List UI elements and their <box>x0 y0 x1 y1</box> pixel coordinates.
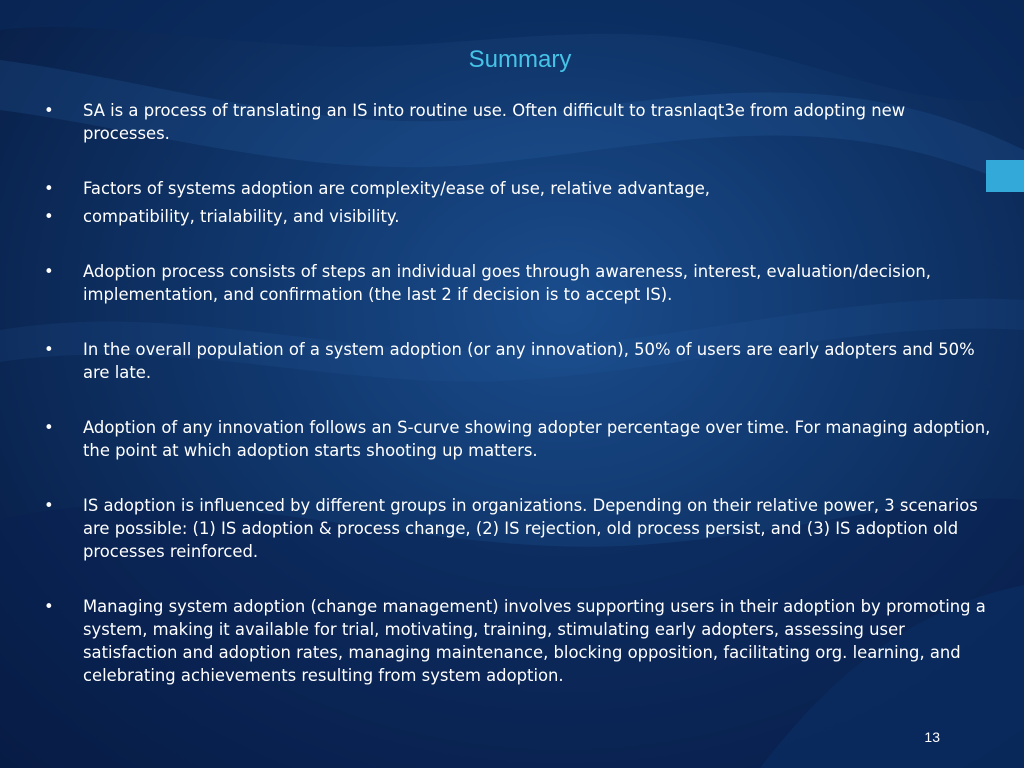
bullet-dot-icon: • <box>44 340 54 359</box>
bullet-item <box>44 205 996 228</box>
bullet-dot-icon: • <box>44 101 54 120</box>
bullet-dot-icon: • <box>44 207 54 226</box>
slide-title: Summary <box>468 46 572 73</box>
bullet-text: Adoption process consists of steps an individual goes through awareness, interest, evaluation/decision, implementation, and confirmation (the last 2 if decision is to accept IS). <box>83 262 932 304</box>
bullet-dot-icon: • <box>44 597 54 616</box>
bullet-dot-icon: • <box>44 262 54 281</box>
bullet-item <box>44 338 996 384</box>
bullet-text: Adoption of any innovation follows an S-curve showing adopter percentage over time. For managing adoption, the point at which adoption starts shooting up matters. <box>83 418 991 460</box>
bullet-text: Managing system adoption (change management) involves supporting users in their adoption by promoting a system, making it available for trial, motivating, training, stimulating early adopters, assessing user satisfaction and adoption rates, managing maintenance, blocking opposition, facilitating org. learning, and celebrating achievements resulting from system adoption. <box>83 597 986 685</box>
bullet-item <box>44 99 996 145</box>
bullet-text: IS adoption is influenced by different groups in organizations. Depending on their relative power, 3 scenarios are possible: (1) IS adoption & process change, (2) IS rejection, old process persist, and (3) IS adoption old processes reinforced. <box>83 496 978 561</box>
bullet-list <box>44 99 996 687</box>
bullet-text: SA is a process of translating an IS into routine use. Often difficult to trasnlaqt3e from adopting new processes. <box>83 101 906 143</box>
bullet-item <box>44 260 996 306</box>
bullet-dot-icon: • <box>44 418 54 437</box>
bullet-item <box>44 177 996 200</box>
bullet-text: Factors of systems adoption are complexity/ease of use, relative advantage, <box>83 179 710 198</box>
bullet-item <box>44 494 996 563</box>
bullet-text: In the overall population of a system adoption (or any innovation), 50% of users are early adopters and 50% are late. <box>83 340 975 382</box>
bullet-text: compatibility, trialability, and visibility. <box>83 207 400 226</box>
bullet-dot-icon: • <box>44 496 54 515</box>
bullet-dot-icon: • <box>44 179 54 198</box>
bullet-item <box>44 416 996 462</box>
bullet-item <box>44 595 996 687</box>
slide-number: 13 <box>924 729 940 745</box>
